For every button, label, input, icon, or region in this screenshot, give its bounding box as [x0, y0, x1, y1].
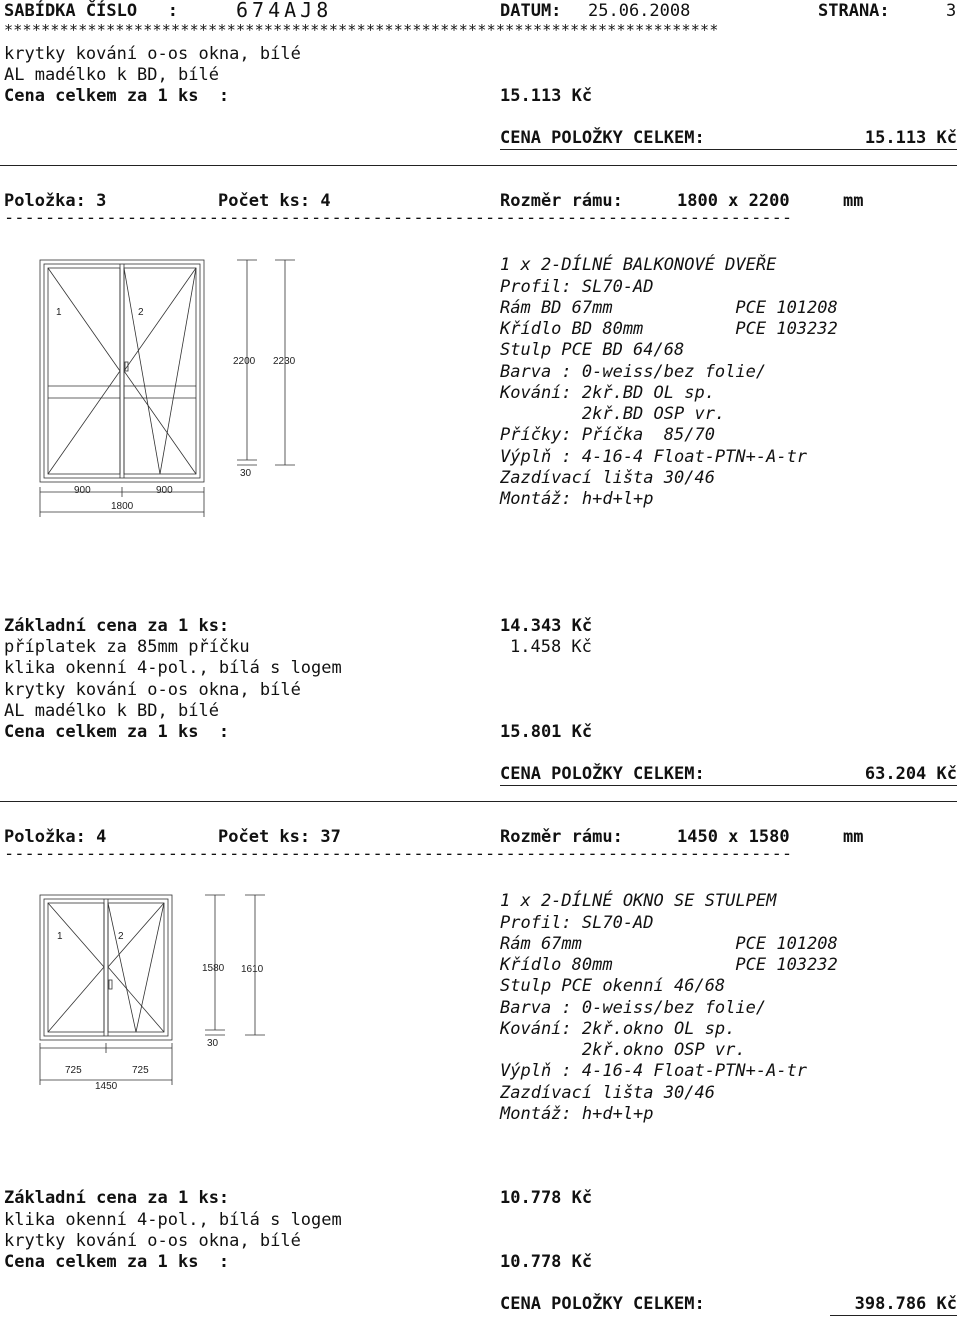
- item3-leaf1-label: 1: [56, 307, 62, 318]
- item4-size: 1450 x 1580: [677, 827, 790, 847]
- total-underline: [830, 1315, 957, 1316]
- section-divider: [0, 801, 957, 802]
- item4-spec-6: Barva : 0-weiss/bez folie/: [500, 998, 767, 1018]
- item4-spec-9: Výplň : 4-16-4 Float-PTN+-A-tr: [500, 1061, 808, 1081]
- item4-spec-1: 1 x 2-DÍLNÉ OKNO SE STULPEM: [500, 891, 777, 911]
- item3-size-label: Rozměr rámu:: [500, 191, 623, 211]
- item4-count: Počet ks: 37: [218, 827, 341, 847]
- item3-position: Položka: 3: [4, 191, 107, 211]
- item4-spec-10: Zazdívací lišta 30/46: [500, 1083, 715, 1103]
- date-label: DATUM:: [500, 1, 562, 21]
- item4-spec-4: Křídlo 80mm PCE 103232: [500, 955, 838, 975]
- item3-spec-6: Barva : 0-weiss/bez folie/: [500, 362, 767, 382]
- item3-base: 14.343 Kč: [500, 616, 593, 636]
- item4-spec-2: Profil: SL70-AD: [500, 913, 654, 933]
- item4-leaf2-label: 2: [118, 931, 124, 942]
- item4-height-inner: 1580: [202, 963, 225, 974]
- offer-number: 674AJ8: [236, 0, 333, 22]
- dash-divider: -----------------------------------------------------------------------------: [4, 208, 793, 228]
- item3-total-label: Cena celkem za 1 ks :: [4, 722, 230, 742]
- item3-width-left: 900: [74, 485, 91, 496]
- item3-spec-5: Stulp PCE BD 64/68: [500, 340, 685, 360]
- item3-extra-3: krytky kování o-os okna, bílé: [4, 680, 301, 700]
- item3-spec-10: Výplň : 4-16-4 Float-PTN+-A-tr: [500, 447, 808, 467]
- item4-size-label: Rozměr rámu:: [500, 827, 623, 847]
- item3-item-total: 63.204 Kč: [864, 764, 957, 784]
- item3-extra-1-value: 1.458 Kč: [510, 637, 592, 657]
- item3-spec-8: 2kř.BD OSP vr.: [500, 404, 726, 424]
- offer-label: SABÍDKA ČÍSLO :: [4, 1, 178, 21]
- item3-extra-2: klika okenní 4-pol., bílá s logem: [4, 658, 342, 678]
- item3-spec-3: Rám BD 67mm PCE 101208: [500, 298, 838, 318]
- item3-extra-4: AL madélko k BD, bílé: [4, 701, 219, 721]
- prev-item-total: 15.113 Kč: [864, 128, 957, 148]
- item3-spec-11: Zazdívací lišta 30/46: [500, 468, 715, 488]
- item4-extra-1: klika okenní 4-pol., bílá s logem: [4, 1210, 342, 1230]
- item3-unit: mm: [843, 191, 864, 211]
- item4-position: Položka: 4: [4, 827, 107, 847]
- item3-size: 1800 x 2200: [677, 191, 790, 211]
- item4-sill: 30: [207, 1038, 219, 1049]
- item4-unit: mm: [843, 827, 864, 847]
- total-underline: [500, 785, 957, 786]
- prev-line-1: krytky kování o-os okna, bílé: [4, 44, 301, 64]
- date-value: 25.06.2008: [588, 1, 691, 21]
- item3-height-inner: 2200: [233, 356, 256, 367]
- item3-total: 15.801 Kč: [500, 722, 593, 742]
- item4-leaf1-label: 1: [57, 931, 63, 942]
- item3-spec-1: 1 x 2-DÍLNÉ BALKONOVÉ DVEŘE: [500, 255, 777, 275]
- item4-item-total-label: CENA POLOŽKY CELKEM:: [500, 1294, 705, 1314]
- item4-item-total: 398.786 Kč: [854, 1294, 957, 1314]
- item4-base: 10.778 Kč: [500, 1188, 593, 1208]
- item4-spec-8: 2kř.okno OSP vr.: [500, 1040, 746, 1060]
- item4-width-total: 1450: [95, 1081, 118, 1092]
- item4-total: 10.778 Kč: [500, 1252, 593, 1272]
- item4-extra-2: krytky kování o-os okna, bílé: [4, 1231, 301, 1251]
- item4-spec-5: Stulp PCE okenní 46/68: [500, 976, 726, 996]
- section-divider: [0, 165, 957, 166]
- item4-spec-11: Montáž: h+d+l+p: [500, 1104, 654, 1124]
- item4-window-drawing: [35, 890, 275, 1100]
- item4-width-right: 725: [132, 1065, 149, 1076]
- item4-spec-3: Rám 67mm PCE 101208: [500, 934, 838, 954]
- item4-base-label: Základní cena za 1 ks:: [4, 1188, 230, 1208]
- item3-height-outer: 2230: [273, 356, 296, 367]
- total-underline: [500, 149, 957, 150]
- item3-sill: 30: [240, 468, 252, 479]
- item3-spec-7: Kování: 2kř.BD OL sp.: [500, 383, 715, 403]
- item3-extra-1: příplatek za 85mm příčku: [4, 637, 250, 657]
- item3-base-label: Základní cena za 1 ks:: [4, 616, 230, 636]
- item3-door-drawing: [30, 255, 310, 525]
- item3-width-right: 900: [156, 485, 173, 496]
- item3-spec-12: Montáž: h+d+l+p: [500, 489, 654, 509]
- item3-width-total: 1800: [111, 501, 134, 512]
- item4-width-left: 725: [65, 1065, 82, 1076]
- page-label: STRANA:: [818, 1, 890, 21]
- prev-line-2: AL madélko k BD, bílé: [4, 65, 219, 85]
- prev-item-total-label: CENA POLOŽKY CELKEM:: [500, 128, 705, 148]
- item4-total-label: Cena celkem za 1 ks :: [4, 1252, 230, 1272]
- page-number: 3: [946, 1, 957, 21]
- item3-spec-9: Příčky: Příčka 85/70: [500, 425, 715, 445]
- item4-spec-7: Kování: 2kř.okno OL sp.: [500, 1019, 736, 1039]
- item3-spec-4: Křídlo BD 80mm PCE 103232: [500, 319, 838, 339]
- item3-leaf2-label: 2: [138, 307, 144, 318]
- dash-divider: -----------------------------------------------------------------------------: [4, 844, 793, 864]
- item3-count: Počet ks: 4: [218, 191, 331, 211]
- item3-item-total-label: CENA POLOŽKY CELKEM:: [500, 764, 705, 784]
- prev-total: 15.113 Kč: [500, 86, 593, 106]
- prev-total-label: Cena celkem za 1 ks :: [4, 86, 230, 106]
- item4-height-outer: 1610: [241, 964, 264, 975]
- item3-spec-2: Profil: SL70-AD: [500, 277, 654, 297]
- star-divider: *****************************************************************************: [4, 21, 719, 39]
